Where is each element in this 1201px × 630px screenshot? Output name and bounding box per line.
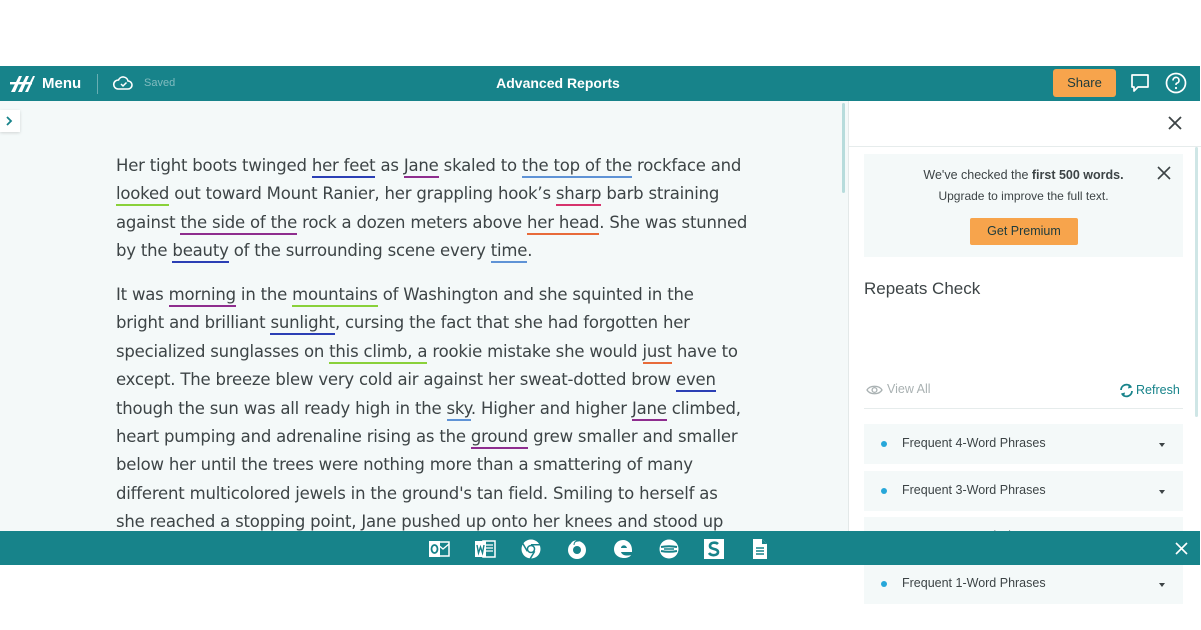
check-item[interactable] — [864, 424, 1183, 464]
bullet-icon — [881, 581, 887, 587]
repeat-highlight[interactable]: even — [676, 370, 716, 392]
paragraph[interactable] — [116, 152, 756, 266]
repeat-highlight[interactable]: beauty — [172, 241, 228, 263]
repeat-highlight[interactable]: Jane — [361, 512, 396, 534]
text-line[interactable]: against the side of the rock a dozen meters above her head. She was stunned — [116, 209, 756, 237]
repeat-highlight[interactable]: morning — [169, 285, 236, 307]
repeat-highlight[interactable]: Jane — [632, 399, 667, 421]
bullet-icon — [881, 488, 887, 494]
repeat-highlight[interactable]: the side of the — [180, 213, 297, 235]
repeat-highlight[interactable]: point — [310, 512, 351, 534]
upgrade-prefix: We've checked the — [923, 168, 1032, 182]
repeat-highlight[interactable]: sunlight — [270, 313, 334, 335]
page-title: Advanced Reports — [496, 75, 620, 91]
panel-divider — [849, 146, 1201, 147]
word-icon[interactable] — [474, 538, 496, 560]
eye-icon — [866, 384, 883, 396]
repeat-highlight[interactable]: Jane — [404, 156, 439, 178]
caret-down-icon — [1159, 443, 1165, 447]
get-premium-button[interactable]: Get Premium — [970, 218, 1078, 245]
report-panel — [848, 101, 1200, 590]
refresh-label: Refresh — [1136, 383, 1180, 397]
close-icon[interactable] — [1167, 115, 1183, 131]
firefox-icon[interactable] — [566, 538, 588, 560]
text-line[interactable]: looked out toward Mount Ranier, her grappling hook’s sharp barb straining — [116, 180, 756, 208]
text-line[interactable]: heart pumping and adrenaline rising as the ground grew smaller and smaller — [116, 423, 756, 451]
chevron-right-icon — [5, 116, 13, 126]
repeat-highlight[interactable]: looked — [116, 184, 169, 206]
document-icon[interactable] — [749, 538, 771, 560]
text-line[interactable]: by the beauty of the surrounding scene every time. — [116, 237, 756, 265]
top-bar — [0, 66, 1200, 101]
repeat-highlight[interactable]: this climb, a — [329, 342, 427, 364]
section-divider — [864, 408, 1183, 409]
scrivener-icon[interactable] — [703, 538, 725, 560]
paragraph[interactable] — [116, 281, 756, 537]
check-item-label: Frequent 4-Word Phrases — [902, 436, 1046, 450]
comment-icon[interactable] — [1130, 73, 1150, 93]
expand-sidebar-button[interactable] — [0, 110, 20, 132]
repeat-highlight[interactable]: sharp — [556, 184, 601, 206]
integrations-bar — [0, 531, 1200, 565]
upgrade-subtext: Upgrade to improve the full text. — [938, 189, 1109, 203]
dismiss-icon[interactable] — [1157, 166, 1171, 180]
refresh-icon — [1118, 383, 1135, 398]
upgrade-word-limit: first 500 words. — [1031, 168, 1124, 182]
caret-down-icon — [1159, 583, 1165, 587]
text-line[interactable]: Her tight boots twinged her feet as Jane skaled to the top of the rockface and — [116, 152, 756, 180]
document-editor[interactable] — [0, 101, 848, 531]
close-bar-icon[interactable] — [1175, 542, 1188, 555]
editor-scrollbar[interactable] — [842, 103, 845, 193]
check-item-label: Frequent 1-Word Phrases — [902, 576, 1046, 590]
repeat-highlight[interactable]: mountains — [292, 285, 378, 307]
text-line[interactable]: below her until the trees were nothing more than a smattering of many — [116, 455, 693, 475]
text-line[interactable]: specialized sunglasses on this climb, a rookie mistake she would just have to — [116, 338, 756, 366]
menu-button[interactable]: Menu — [42, 75, 82, 92]
section-title: Repeats Check — [864, 279, 981, 298]
edge-icon[interactable] — [612, 538, 634, 560]
upgrade-notice — [864, 154, 1183, 257]
text-line[interactable]: different multicolored jewels in the ground's tan field. Smiling to herself as — [116, 483, 718, 503]
check-item[interactable] — [864, 471, 1183, 511]
caret-down-icon — [1159, 490, 1165, 494]
text-line[interactable]: except. The breeze blew very cold air against her sweat-dotted brow even — [116, 366, 756, 394]
repeat-highlight[interactable]: sky — [447, 399, 471, 421]
check-item[interactable] — [864, 564, 1183, 604]
repeat-highlight[interactable]: just — [643, 342, 672, 364]
repeat-highlight[interactable]: the top of the — [522, 156, 632, 178]
text-line[interactable]: though the sun was all ready high in the sky. Higher and higher Jane climbed, — [116, 395, 756, 423]
repeat-highlight[interactable]: time — [491, 241, 527, 263]
saved-status: Saved — [144, 77, 176, 89]
bullet-icon — [881, 441, 887, 447]
repeat-highlight[interactable]: her feet — [312, 156, 376, 178]
repeat-highlight[interactable]: her head — [527, 213, 599, 235]
app-frame — [0, 66, 1200, 590]
view-all-label: View All — [887, 382, 931, 396]
panel-scrollbar[interactable] — [1195, 147, 1198, 417]
help-icon[interactable] — [1165, 72, 1187, 94]
chrome-icon[interactable] — [520, 538, 542, 560]
text-line[interactable]: It was morning in the mountains of Washington and she squinted in the — [116, 281, 756, 309]
text-line[interactable]: she reached a stopping point, Jane pushed up onto her knees and stood up — [116, 508, 756, 536]
share-button[interactable]: Share — [1053, 69, 1116, 97]
outlook-icon[interactable] — [428, 538, 450, 560]
text-line[interactable]: bright and brilliant sunlight, cursing the fact that she had forgotten her — [116, 309, 756, 337]
check-item-label: Frequent 3-Word Phrases — [902, 483, 1046, 497]
safari-icon[interactable] — [658, 538, 680, 560]
repeat-highlight[interactable]: ground — [471, 427, 528, 449]
upgrade-message — [864, 168, 1183, 182]
